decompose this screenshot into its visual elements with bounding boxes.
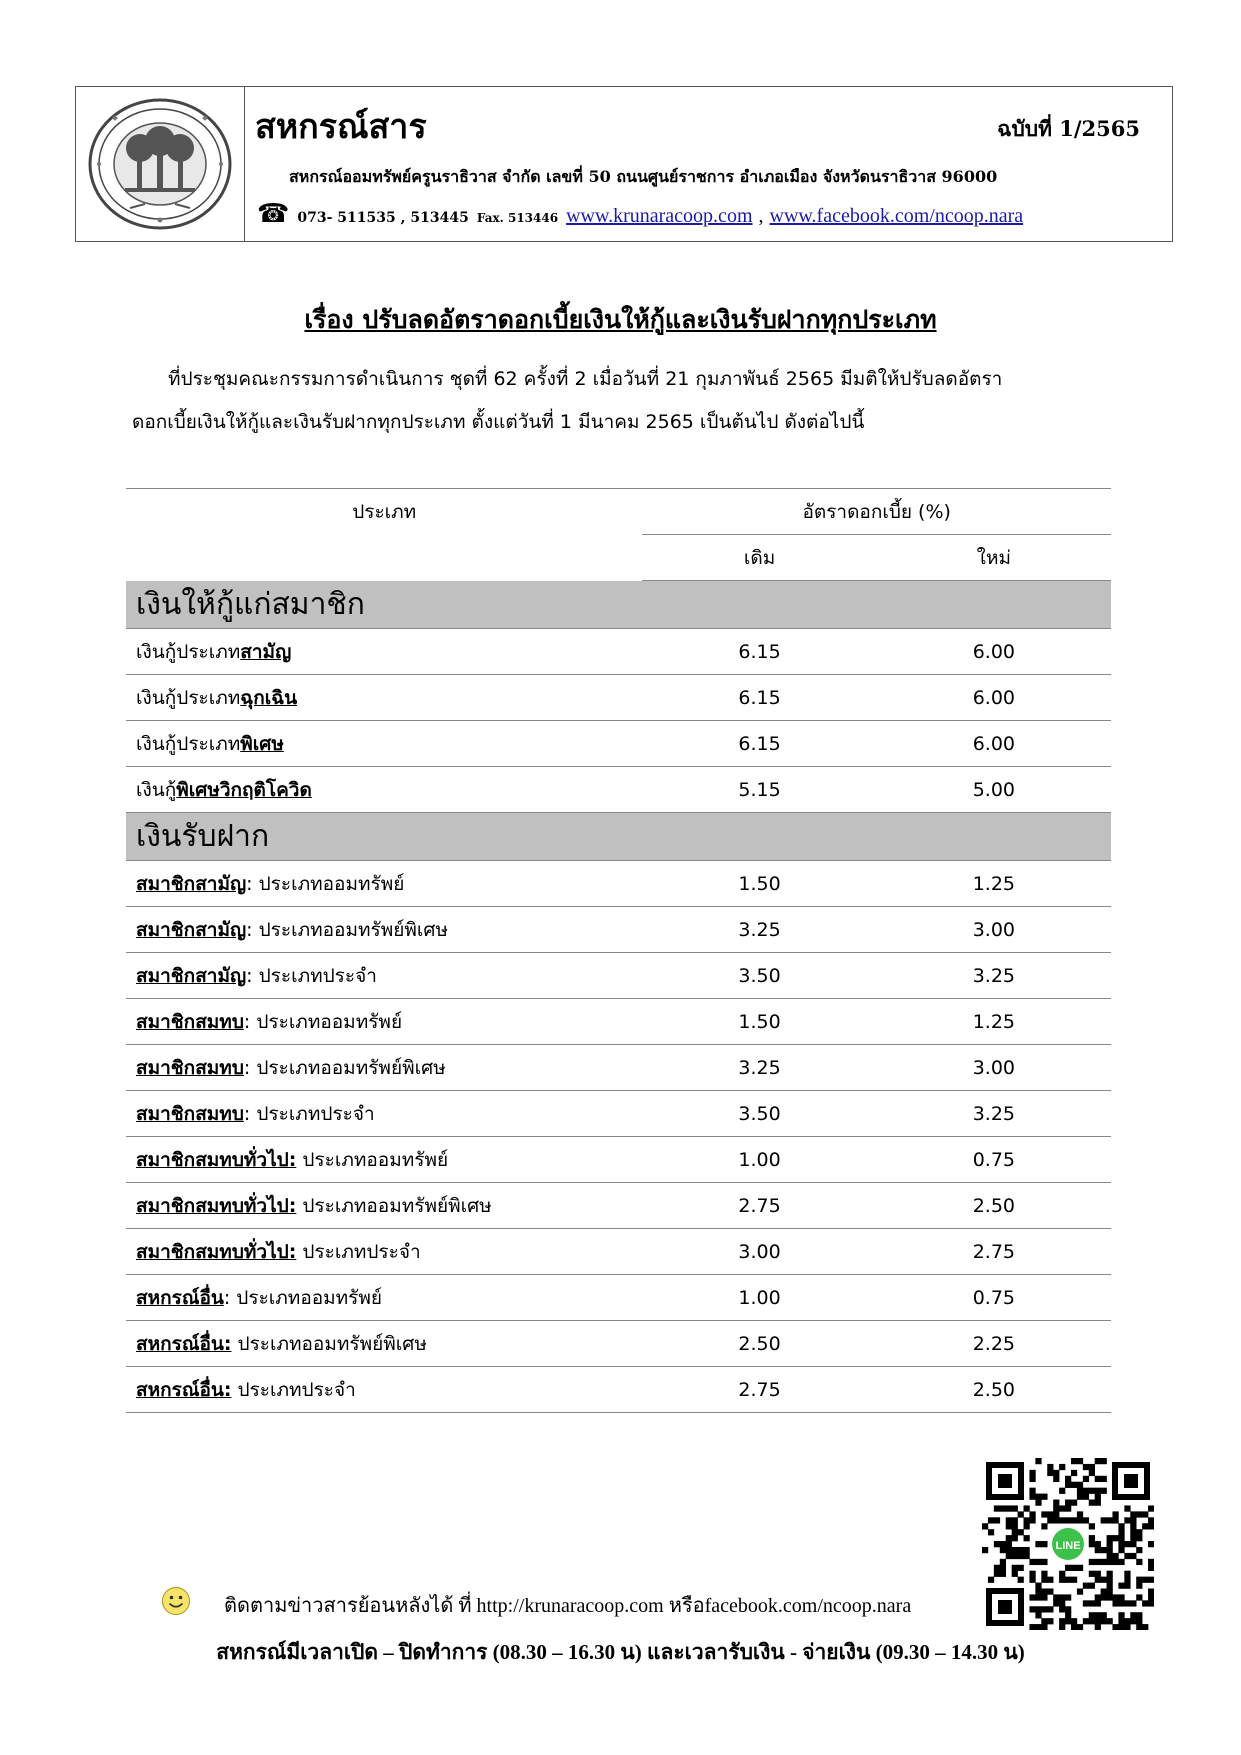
rate-type-cell [126,675,642,721]
type-emphasis: สามัญ [240,640,292,663]
rate-type-cell [126,1229,642,1275]
rate-type-cell [126,767,642,813]
intro-line-1: ที่ประชุมคณะกรรมการดำเนินการ ชุดที่ 62 ครั้งที่ 2 เมื่อวันที่ 21 กุมภาพันธ์ 2565 มีมติให้ปรับลดอัตรา [168,368,1003,390]
type-suffix: : ประเภทประจำ [243,1102,375,1125]
intro-paragraph [132,358,1112,444]
letterhead [75,86,1173,242]
table-row [126,999,1111,1045]
rate-type-cell [126,1091,642,1137]
new-rate-cell: 1.25 [877,999,1111,1045]
col-header-type: ประเภท [126,489,642,581]
old-rate-cell: 1.00 [642,1137,876,1183]
type-emphasis: พิเศษ [240,732,284,755]
old-rate-cell: 1.50 [642,861,876,907]
old-rate-cell: 5.15 [642,767,876,813]
new-rate-cell: 2.75 [877,1229,1111,1275]
rate-type-cell [126,1045,642,1091]
type-prefix: เงินกู้ประเภท [136,640,241,663]
type-prefix: เงินกู้ประเภท [136,686,241,709]
new-rate-cell: 2.50 [877,1367,1111,1413]
rate-type-cell [126,1321,642,1367]
link-separator: , [758,205,764,227]
type-emphasis: สมาชิกสามัญ [136,964,247,987]
old-rate-cell: 6.15 [642,675,876,721]
type-suffix: ประเภทออมทรัพย์ [296,1148,449,1171]
type-suffix: : ประเภทออมทรัพย์ [243,1010,403,1033]
new-rate-cell: 6.00 [877,675,1111,721]
table-row [126,767,1111,813]
cooperative-seal-logo [85,96,235,232]
old-rate-cell: 3.50 [642,953,876,999]
section-row [126,581,1111,629]
rate-type-cell [126,1275,642,1321]
type-suffix: : ประเภทออมทรัพย์พิเศษ [246,918,448,941]
type-prefix: เงินกู้ [136,778,177,801]
type-emphasis: สหกรณ์อื่น [136,1286,224,1309]
col-header-new: ใหม่ [877,535,1111,581]
old-rate-cell: 2.50 [642,1321,876,1367]
section-row [126,813,1111,861]
phone-numbers: 073- 511535 , 513445 [297,210,469,226]
table-row [126,861,1111,907]
type-emphasis: สมาชิกสมทบ [136,1056,244,1079]
type-suffix: ประเภทประจำ [296,1240,421,1263]
line-badge-label: LINE [1055,1540,1081,1552]
table-row [126,1321,1111,1367]
fax-number: Fax. 513446 [476,211,559,225]
new-rate-cell: 3.25 [877,953,1111,999]
letterhead-text [245,87,1172,241]
logo-cell [76,87,245,241]
table-row [126,1183,1111,1229]
type-emphasis: สหกรณ์อื่น: [136,1332,232,1355]
office-hours: สหกรณ์มีเวลาเปิด – ปิดทำการ (08.30 – 16.30 น) และเวลารับเงิน - จ่ายเงิน (09.30 – 14.30 น) [216,1640,1025,1664]
type-suffix: ประเภทออมทรัพย์พิเศษ [231,1332,427,1355]
old-rate-cell: 2.75 [642,1183,876,1229]
intro-line-2: ดอกเบี้ยเงินให้กู้และเงินรับฝากทุกประเภท ตั้งแต่วันที่ 1 มีนาคม 2565 เป็นต้นไป ดังต่อไปนี้ [132,411,865,433]
type-emphasis: สมาชิกสามัญ [136,872,247,895]
old-rate-cell: 6.15 [642,721,876,767]
type-emphasis: ฉุกเฉิน [240,686,298,709]
phone-icon: ☎ [257,199,290,229]
type-suffix: : ประเภทออมทรัพย์พิเศษ [243,1056,446,1079]
old-rate-cell: 3.50 [642,1091,876,1137]
type-suffix: ประเภทประจำ [231,1378,356,1401]
old-rate-cell: 3.00 [642,1229,876,1275]
new-rate-cell: 2.25 [877,1321,1111,1367]
type-emphasis: สมาชิกสมทบ [136,1102,244,1125]
table-row [126,721,1111,767]
new-rate-cell: 6.00 [877,721,1111,767]
old-rate-cell: 1.00 [642,1275,876,1321]
old-rate-cell: 3.25 [642,907,876,953]
table-row [126,1275,1111,1321]
type-emphasis: สมาชิกสมทบทั่วไป: [136,1148,297,1171]
address: สหกรณ์ออมทรัพย์ครูนราธิวาส จำกัด เลขที่ 50 ถนนศูนย์ราชการ อำเภอเมือง จังหวัดนราธิวาส 96000 [289,167,998,186]
follow-news-text: ติดตามข่าวสารย้อนหลังได้ ที่ http://krunaracoop.com หรือfacebook.com/ncoop.nara [224,1595,912,1617]
type-emphasis: สมาชิกสมทบ [136,1010,244,1033]
new-rate-cell: 3.00 [877,1045,1111,1091]
type-suffix: : ประเภทออมทรัพย์ [223,1286,383,1309]
table-row [126,629,1111,675]
old-rate-cell: 1.50 [642,999,876,1045]
new-rate-cell: 3.00 [877,907,1111,953]
issue-number: ฉบับที่ 1/2565 [997,116,1140,141]
type-emphasis: สมาชิกสมทบทั่วไป: [136,1194,297,1217]
type-suffix: : ประเภทออมทรัพย์ [246,872,405,895]
section-title: เงินรับฝาก [126,813,1111,861]
section-title: เงินให้กู้แก่สมาชิก [126,581,1111,629]
type-emphasis: สหกรณ์อื่น: [136,1378,232,1401]
new-rate-cell: 6.00 [877,629,1111,675]
newsletter-title: สหกรณ์สาร [255,107,427,147]
col-header-rate: อัตราดอกเบี้ย (%) [642,489,1111,535]
table-row [126,1367,1111,1413]
table-row [126,1091,1111,1137]
facebook-link[interactable]: www.facebook.com/ncoop.nara [769,205,1024,227]
table-row [126,675,1111,721]
contact-line [257,201,1023,228]
type-suffix: : ประเภทประจำ [246,964,377,987]
subject-heading: เรื่อง ปรับลดอัตราดอกเบี้ยเงินให้กู้และเงินรับฝากทุกประเภท [304,305,937,334]
website-link[interactable]: www.krunaracoop.com [566,205,753,227]
rate-type-cell [126,1137,642,1183]
table-row [126,907,1111,953]
old-rate-cell: 3.25 [642,1045,876,1091]
new-rate-cell: 1.25 [877,861,1111,907]
new-rate-cell: 3.25 [877,1091,1111,1137]
new-rate-cell: 0.75 [877,1137,1111,1183]
rate-type-cell [126,721,642,767]
old-rate-cell: 6.15 [642,629,876,675]
rate-type-cell [126,953,642,999]
rate-type-cell [126,629,642,675]
table-row [126,1229,1111,1275]
rate-type-cell [126,999,642,1045]
old-rate-cell: 2.75 [642,1367,876,1413]
new-rate-cell: 5.00 [877,767,1111,813]
qr-code-icon [982,1458,1154,1630]
type-prefix: เงินกู้ประเภท [136,732,241,755]
type-emphasis: สมาชิกสามัญ [136,918,247,941]
interest-rate-table [126,488,1111,1413]
table-header-row [126,489,1111,535]
rate-type-cell [126,1367,642,1413]
new-rate-cell: 0.75 [877,1275,1111,1321]
type-suffix: ประเภทออมทรัพย์พิเศษ [296,1194,492,1217]
rate-type-cell [126,907,642,953]
col-header-old: เดิม [642,535,876,581]
new-rate-cell: 2.50 [877,1183,1111,1229]
rate-type-cell [126,861,642,907]
table-row [126,1137,1111,1183]
type-emphasis: พิเศษวิกฤติโควิด [176,778,312,801]
table-row [126,1045,1111,1091]
rate-type-cell [126,1183,642,1229]
table-body [126,581,1111,1413]
type-emphasis: สมาชิกสมทบทั่วไป: [136,1240,297,1263]
smiley-face-icon [161,1586,191,1616]
table-row [126,953,1111,999]
